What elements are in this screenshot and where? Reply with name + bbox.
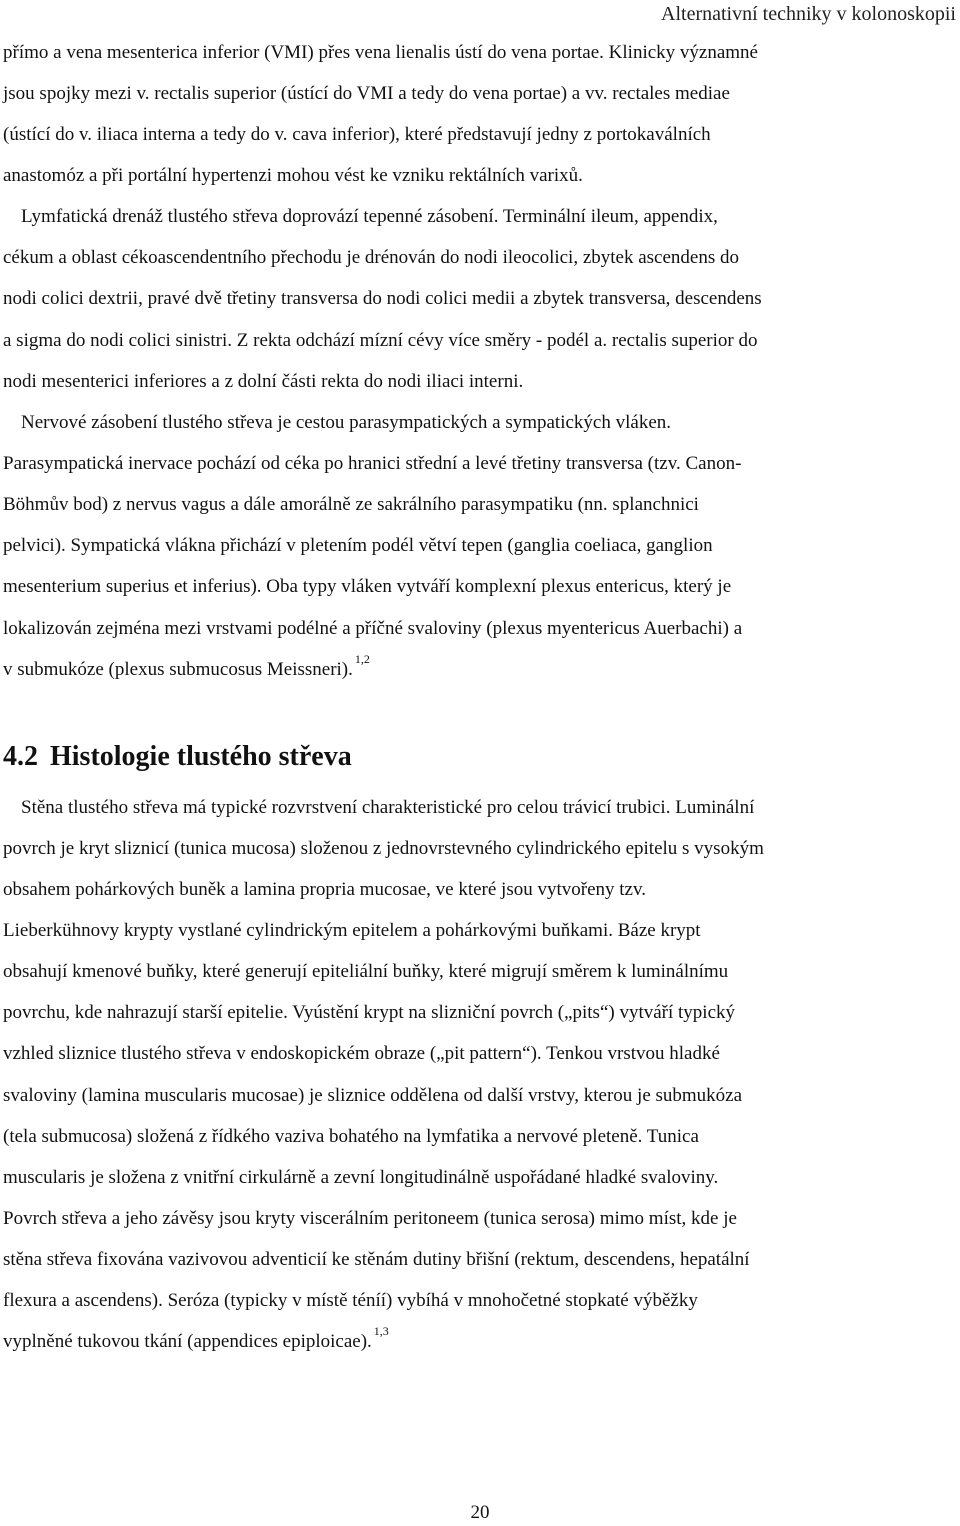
text-line: Nervové zásobení tlustého střeva je cestou parasympatických a sympatických vláken. <box>21 412 671 433</box>
text-line: pelvici). Sympatická vlákna přichází v pletením podél větví tepen (ganglia coeliaca, ganglion <box>3 535 713 556</box>
text-line: a sigma do nodi colici sinistri. Z rekta odchází mízní cévy více směry - podél a. rectalis superior do <box>3 330 758 351</box>
text-line: (tela submucosa) složená z řídkého vaziva bohatého na lymfatika a nervové pleteně. Tunica <box>3 1126 699 1147</box>
text-line: cékum a oblast cékoascendentního přechodu je drénován do nodi ileocolici, zbytek ascendens do <box>3 247 739 268</box>
text-line: nodi mesenterici inferiores a z dolní části rekta do nodi iliaci interni. <box>3 371 524 392</box>
text-line: lokalizován zejména mezi vrstvami podélné a příčné svaloviny (plexus myentericus Auerbachi) a <box>3 618 743 639</box>
text-line: Parasympatická inervace pochází od céka po hranici střední a levé třetiny transversa (tzv. Canon- <box>3 453 742 474</box>
reference-superscript: 1,2 <box>354 652 370 666</box>
reference-superscript: 1,3 <box>373 1324 389 1338</box>
text-line: obsahují kmenové buňky, které generují epiteliální buňky, které migrují směrem k luminálnímu <box>3 961 729 982</box>
section-heading <box>3 738 352 776</box>
text-line: svaloviny (lamina muscularis mucosae) je sliznice oddělena od další vrstvy, kterou je submukóza <box>3 1085 743 1106</box>
text-line-with-reference <box>3 1324 389 1355</box>
section-number: 4.2 <box>3 741 38 772</box>
text-line: přímo a vena mesenterica inferior (VMI) přes vena lienalis ústí do vena portae. Klinicky významné <box>3 42 758 63</box>
text-line: povrch je kryt sliznicí (tunica mucosa) složenou z jednovrstevného cylindrického epitelu s vysokým <box>3 838 764 859</box>
text-line: obsahem pohárkových buněk a lamina propria mucosae, ve které jsou vytvořeny tzv. <box>3 879 646 900</box>
text-line: Böhmův bod) z nervus vagus a dále amorálně ze sakrálního parasympatiku (nn. splanchnici <box>3 494 699 515</box>
text-line: anastomóz a při portální hypertenzi mohou vést ke vzniku rektálních varixů. <box>3 165 583 186</box>
text-line: Lymfatická drenáž tlustého střeva doprovází tepenné zásobení. Terminální ileum, appendix, <box>21 206 718 227</box>
text-line: povrchu, kde nahrazují starší epitelie. Vyústění krypt na slizniční povrch („pits“) vytváří typický <box>3 1002 736 1023</box>
text-line: (ústící do v. iliaca interna a tedy do v. cava inferior), které představují jedny z portokaválních <box>3 124 711 145</box>
text-line: mesenterium superius et inferius). Oba typy vláken vytváří komplexní plexus entericus, který je <box>3 576 732 597</box>
section-title: Histologie tlustého střeva <box>50 741 352 772</box>
text-line: Povrch střeva a jeho závěsy jsou kryty viscerálním peritoneem (tunica serosa) mimo míst, kde je <box>3 1208 737 1229</box>
text-line: Lieberkühnovy krypty vystlané cylindrickým epitelem a pohárkovými buňkami. Báze krypt <box>3 920 701 941</box>
text-line-with-reference <box>3 652 370 683</box>
text-line: v submukóze (plexus submucosus Meissneri). <box>3 659 353 680</box>
text-line: nodi colici dextrii, pravé dvě třetiny transversa do nodi colici medii a zbytek transversa, descendens <box>3 288 762 309</box>
text-line: muscularis je složena z vnitřní cirkulárně a zevní longitudinálně uspořádané hladké svaloviny. <box>3 1167 719 1188</box>
running-header: Alternativní techniky v kolonoskopii <box>661 3 956 25</box>
text-line: vzhled sliznice tlustého střeva v endoskopickém obraze („pit pattern“). Tenkou vrstvou hladké <box>3 1043 720 1064</box>
text-line: Stěna tlustého střeva má typické rozvrstvení charakteristické pro celou trávicí trubici. Luminální <box>21 797 755 818</box>
text-line: flexura a ascendens). Seróza (typicky v místě téníí) vybíhá v mnohočetné stopkaté výběžky <box>3 1290 698 1311</box>
text-line: stěna střeva fixována vazivovou adventicií ke stěnám dutiny břišní (rektum, descendens, hepatální <box>3 1249 750 1270</box>
page-number: 20 <box>470 1502 490 1523</box>
text-line: vyplněné tukovou tkání (appendices epiploicae). <box>3 1331 372 1352</box>
text-line: jsou spojky mezi v. rectalis superior (ústící do VMI a tedy do vena portae) a vv. rectales mediae <box>3 83 730 104</box>
